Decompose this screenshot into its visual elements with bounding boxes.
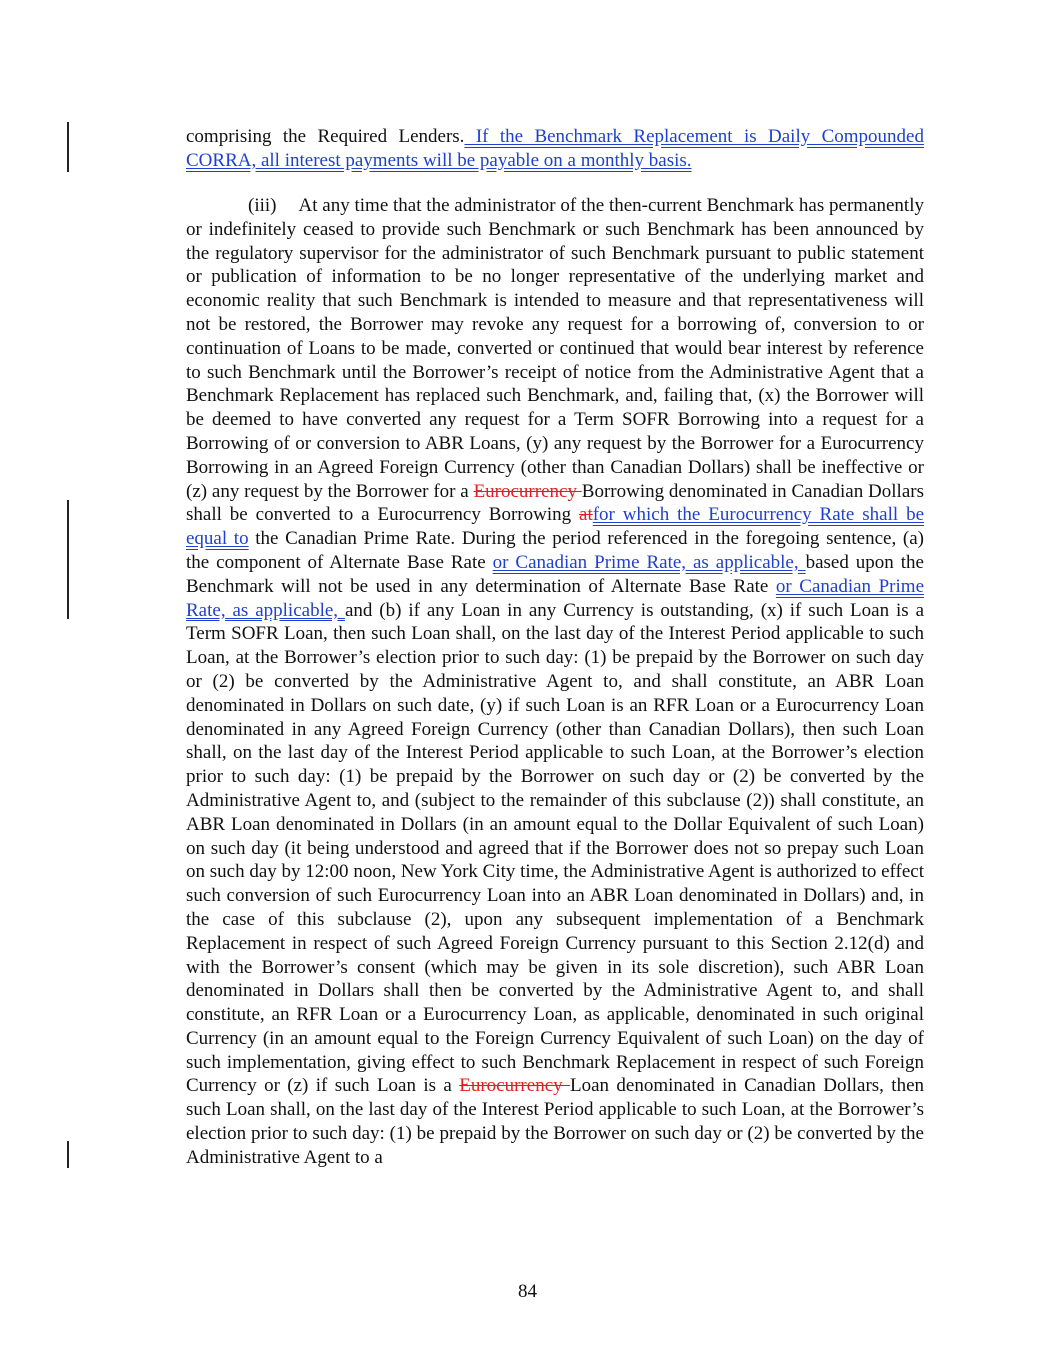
deleted-text: at xyxy=(579,504,593,526)
inserted-text: or Canadian Prime Rate, as applicable, xyxy=(186,575,924,621)
inserted-text: If the Benchmark Replacement is Daily Compounded CORRA, all interest payments will be payable on a monthly basis. xyxy=(186,126,924,171)
body-text: and (b) if any Loan in any Currency is outstanding, (x) if such Loan is a Term SOFR Loan, then such Loan shall, on the last day of the Interest Period applicable to such Loan, at the Borrower’s election prior to such day: (1) be prepaid by the Borrower on such day or (2) be converted by the Administrative Agent to, and shall constitute, an ABR Loan denominated in Dollars on such date, (y) if such Loan is an RFR Loan or a Eurocurrency Loan denominated in any Agreed Foreign Currency (other than Canadian Dollars), then such Loan shall, on the last day of the Interest Period applicable to such Loan, at the Borrower’s election prior to such day: (1) be prepaid by the Borrower on such day or (2) be converted by the Administrative Agent to, and (subject to the remainder of this subclause (2)) shall constitute, an ABR Loan denominated in Dollars (in an amount equal to the Dollar Equivalent of such Loan) on such day (it being understood and agreed that if the Borrower does not so prepay such Loan on such day by 12:00 noon, New York City time, the Administrative Agent is authorized to effect such conversion of such Eurocurrency Loan into an ABR Loan denominated in Dollars) and, in the case of this subclause (2), upon any subsequent implementation of a Benchmark Replacement in respect of such Agreed Foreign Currency pursuant to this Section 2.12(d) and with the Borrower’s consent (which may be given in its sole discretion), such ABR Loan denominated in Dollars shall then be converted by the Administrative Agent to, and shall constitute, an RFR Loan or a Eurocurrency Loan, as applicable, denominated in such original Currency (in an amount equal to the Foreign Currency Equivalent of such Loan) on the day of such implementation, giving effect to such Benchmark Replacement in respect of such Foreign Currency or (z) if such Loan is a xyxy=(186,599,925,1097)
clause-iii-paragraph xyxy=(186,194,924,1170)
clause-label: (iii) xyxy=(248,195,277,216)
body-text: comprising the Required Lenders. xyxy=(186,126,465,147)
body-text: the Canadian Prime Rate. During the period referenced in the foregoing sentence, (a) the component of Alternate Base Rate xyxy=(186,528,924,573)
deleted-text: Eurocurrency xyxy=(459,1075,571,1097)
inserted-text: for which the Eurocurrency Rate shall be equal to xyxy=(186,504,925,550)
change-bar xyxy=(67,1141,69,1168)
body-text: Borrowing denominated in Canadian Dollars shall be converted to a Eurocurrency Borrowing xyxy=(186,480,924,526)
change-bar xyxy=(67,122,69,172)
body-text: based upon the Benchmark will not be used in any determination of Alternate Base Rate xyxy=(186,551,924,597)
body-text: At any time that the administrator of the then-current Benchmark has permanently or indefinitely ceased to provide such Benchmark or such Benchmark has been announced by the regulatory supervisor for the administrator of such Benchmark pursuant to public statement or publication of information to be no longer representative of the underlying market and economic reality that such Benchmark is intended to measure and that representativeness will not be restored, the Borrower may revoke any request for a borrowing of, conversion to or continuation of Loans to be made, converted or continued that would bear interest by reference to such Benchmark until the Borrower’s receipt of notice from the Administrative Agent that a Benchmark Replacement has replaced such Benchmark, and, failing that, (x) the Borrower will be deemed to have converted any request for a Term SOFR Borrowing into a request for a Borrowing of or conversion to ABR Loans, (y) any request by the Borrower for a Eurocurrency Borrowing in an Agreed Foreign Currency (other than Canadian Dollars) shall be ineffective or (z) any request by the Borrower for a xyxy=(186,195,924,502)
deleted-text: Eurocurrency xyxy=(473,480,582,502)
body-text: Loan denominated in Canadian Dollars, then such Loan shall, on the last day of the Interest Period applicable to such Loan, at the Borrower’s election prior to such day: (1) be prepaid by the Borrower on such day or (2) be converted by the Administrative Agent to a xyxy=(186,1075,925,1168)
top-paragraph xyxy=(186,125,924,173)
inserted-text: or Canadian Prime Rate, as applicable, xyxy=(492,551,806,573)
page-number: 84 xyxy=(518,1281,537,1302)
change-bar xyxy=(67,500,69,619)
